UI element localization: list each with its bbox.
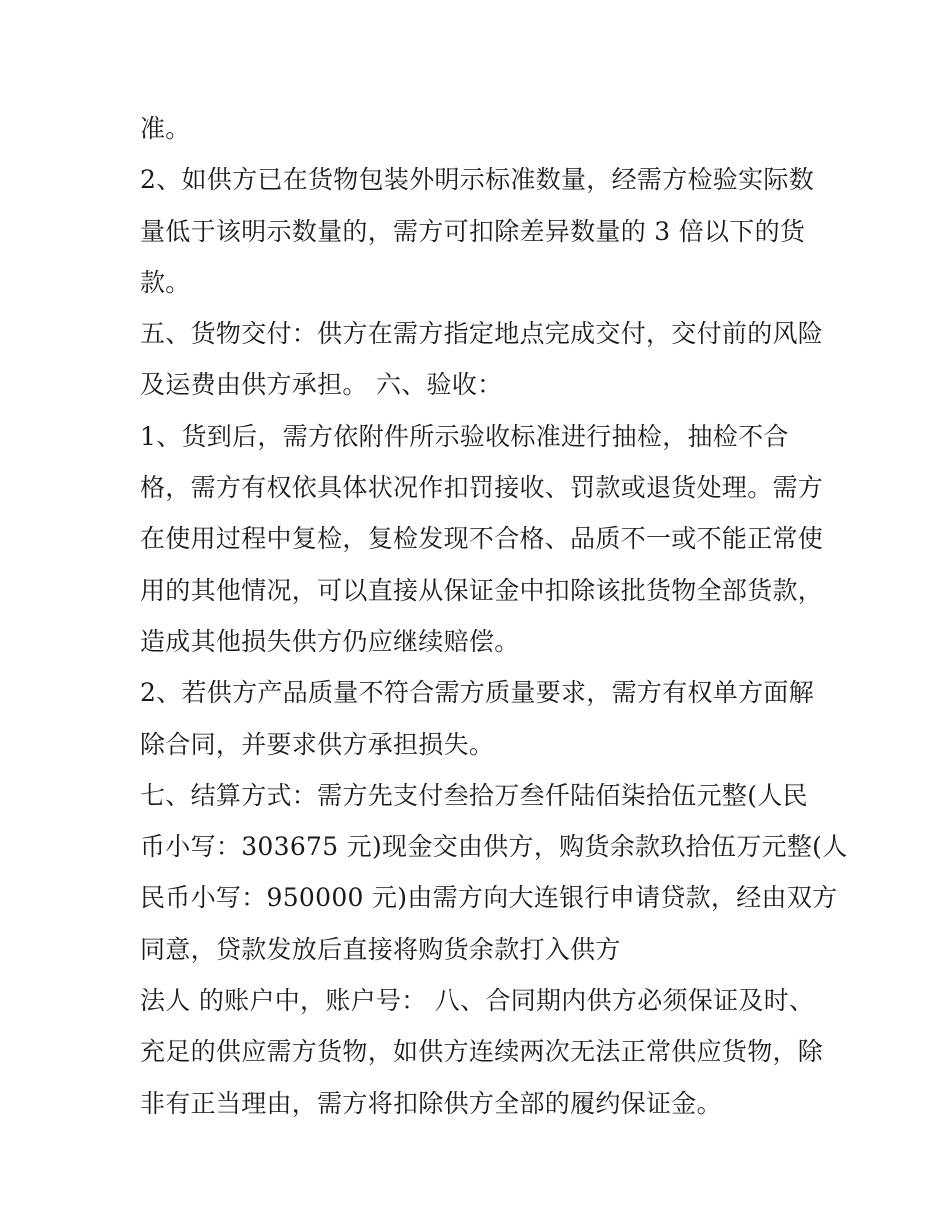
text-line: 非有正当理由，需方将扣除供方全部的履约保证金。 — [140, 1088, 722, 1118]
text-line: 七、结算方式：需方先支付叁拾万叁仟陆佰柒拾伍元整(人民 — [140, 780, 808, 810]
text-line: 在使用过程中复检，复检发现不合格、品质不一或不能正常使 — [140, 524, 824, 554]
text-line: 2、如供方已在货物包装外明示标准数量，经需方检验实际数 — [140, 165, 815, 195]
text-line: 充足的供应需方货物，如供方连续两次无法正常供应货物，除 — [140, 1037, 824, 1067]
text-line: 造成其他损失供方仍应继续赔偿。 — [140, 626, 520, 656]
text-line: 准。 — [140, 114, 191, 143]
text-line: 民币小写：950000 元)由需方向大连银行申请贷款，经由双方 — [140, 883, 838, 913]
text-line: 五、货物交付：供方在需方指定地点完成交付，交付前的风险 — [140, 319, 824, 349]
text-line: 量低于该明示数量的，需方可扣除差异数量的 3 倍以下的货 — [140, 216, 806, 246]
text-line: 同意，贷款发放后直接将购货余款打入供方 — [140, 934, 621, 964]
text-line: 用的其他情况，可以直接从保证金中扣除该批货物全部货款， — [140, 575, 824, 605]
text-line: 格，需方有权依具体状况作扣罚接收、罚款或退货处理。需方 — [140, 473, 824, 503]
text-line: 2、若供方产品质量不符合需方质量要求，需方有权单方面解 — [140, 678, 815, 708]
text-line: 除合同，并要求供方承担损失。 — [140, 729, 495, 759]
contract-text — [140, 103, 848, 1129]
text-line: 法人 的账户中，账户号： 八、合同期内供方必须保证及时、 — [140, 986, 815, 1016]
text-line: 款。 — [140, 267, 191, 297]
text-line: 币小写：303675 元)现金交由供方，购货余款玖拾伍万元整(人 — [140, 832, 848, 862]
text-line: 1、货到后，需方依附件所示验收标准进行抽检，抽检不合 — [140, 421, 789, 451]
text-line: 及运费由供方承担。 六、验收： — [140, 370, 503, 400]
